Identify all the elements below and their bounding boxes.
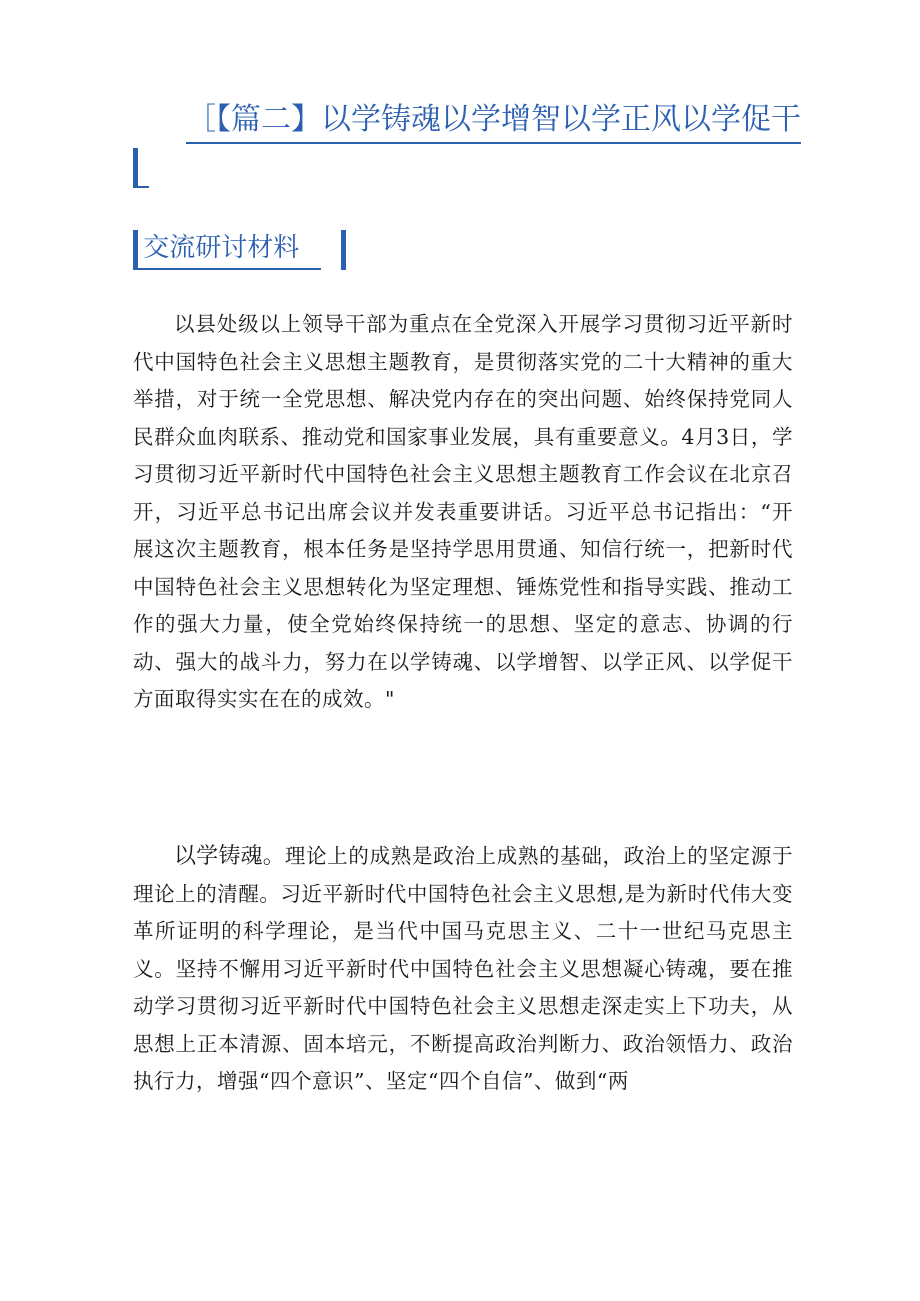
title-line-2 xyxy=(133,230,321,270)
paragraph-1: 以县处级以上领导干部为重点在全党深入开展学习贯彻习近平新时代中国特色社会主义思想主题教育，是贯彻落实党的二十大精神的重大举措，对于统一全党思想、解决党内存在的突出问题、始终保持党同人民群众血肉联系、推动党和国家事业发展，具有重要意义。4月3日，学习贯彻习近平新时代中国特色社会主义思想主题教育工作会议在北京召开，习近平总书记出席会议并发表重要讲话。习近平总书记指出：“开展这次主题教育，根本任务是坚持学思用贯通、知信行统一，把新时代中国特色社会主义思想转化为坚定理想、锤炼党性和指导实践、推动工作的强大力量，使全党始终保持统一的思想、坚定的意志、协调的行动、强大的战斗力，努力在以学铸魂、以学增智、以学正风、以学促干方面取得实实在在的成效。" xyxy=(133,312,793,711)
paragraph-2 xyxy=(133,838,793,1101)
title-line-2-text: 交流研讨材料 xyxy=(143,233,300,263)
revision-bar-mark xyxy=(133,148,138,188)
revision-bar-mark-right xyxy=(341,230,346,270)
title-line-1: ［【篇二】以学铸魂以学增智以学正风以学促干 xyxy=(186,100,801,144)
paragraph-2-body: 理论上的成熟是政治上成熟的基础，政治上的坚定源于理论上的清醒。习近平新时代中国特色社会主义思想,是为新时代伟大变革所证明的科学理论，是当代中国马克思主义、二十一世纪马克思主义。坚持不懈用习近平新时代中国特色社会主义思想凝心铸魂，要在推动学习贯彻习近平新时代中国特色社会主义思想走深走实上下功夫，从思想上正本清源、固本培元，不断提高政治判断力、政治领悟力、政治执行力，增强“四个意识”、坚定“四个自信”、做到“两 xyxy=(133,844,793,1093)
paragraph-2-lead: 以学铸魂。 xyxy=(174,844,285,869)
revision-bar-underline xyxy=(133,186,149,188)
